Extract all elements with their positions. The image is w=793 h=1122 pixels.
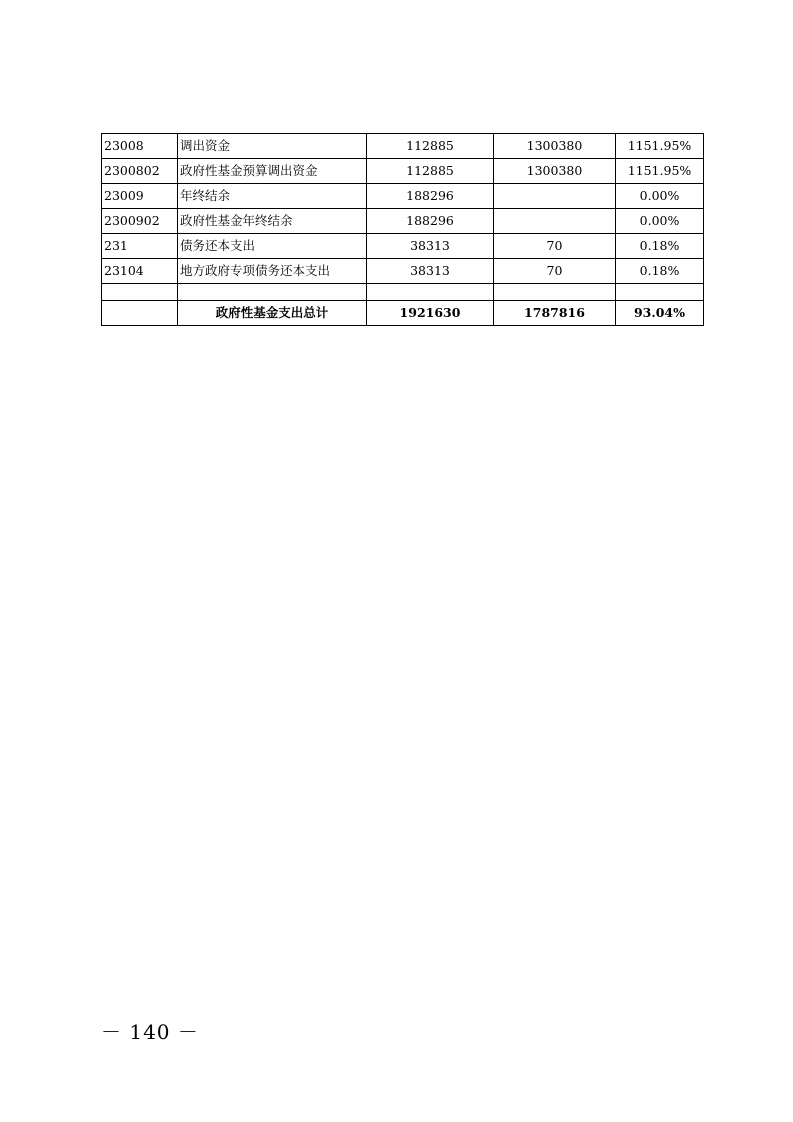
amount-b-cell (494, 209, 616, 234)
total-amount-b-cell: 1787816 (494, 301, 616, 326)
subject-code-cell: 23009 (102, 184, 178, 209)
table-row (102, 134, 704, 159)
subject-name-cell: 地方政府专项债务还本支出 (178, 259, 367, 284)
table-row (102, 159, 704, 184)
subject-name-cell: 政府性基金年终结余 (178, 209, 367, 234)
amount-a-cell: 38313 (367, 259, 494, 284)
subject-code-cell: 2300802 (102, 159, 178, 184)
table-body (102, 134, 704, 326)
percent-cell: 1151.95% (616, 159, 704, 184)
percent-cell: 0.00% (616, 184, 704, 209)
empty-row (102, 284, 704, 301)
empty-cell (178, 284, 367, 301)
subject-name-cell: 债务还本支出 (178, 234, 367, 259)
amount-a-cell: 188296 (367, 184, 494, 209)
amount-b-cell: 1300380 (494, 134, 616, 159)
amount-b-cell: 1300380 (494, 159, 616, 184)
percent-cell: 0.18% (616, 234, 704, 259)
total-amount-a-cell: 1921630 (367, 301, 494, 326)
empty-cell (102, 284, 178, 301)
total-label-cell: 政府性基金支出总计 (178, 301, 367, 326)
subject-name-cell: 政府性基金预算调出资金 (178, 159, 367, 184)
empty-cell (367, 284, 494, 301)
fund-expenditure-table (101, 133, 704, 326)
table-row (102, 259, 704, 284)
total-row (102, 301, 704, 326)
total-percent-cell: 93.04% (616, 301, 704, 326)
subject-code-cell: 23104 (102, 259, 178, 284)
subject-code-cell: 231 (102, 234, 178, 259)
amount-b-cell: 70 (494, 234, 616, 259)
empty-cell (616, 284, 704, 301)
table-row (102, 209, 704, 234)
table-row (102, 234, 704, 259)
page-number: － 140 － (101, 1020, 199, 1044)
subject-code-cell: 2300902 (102, 209, 178, 234)
amount-b-cell (494, 184, 616, 209)
percent-cell: 0.18% (616, 259, 704, 284)
amount-a-cell: 112885 (367, 134, 494, 159)
total-code-cell (102, 301, 178, 326)
amount-a-cell: 188296 (367, 209, 494, 234)
empty-cell (494, 284, 616, 301)
percent-cell: 1151.95% (616, 134, 704, 159)
table-row (102, 184, 704, 209)
amount-a-cell: 112885 (367, 159, 494, 184)
amount-a-cell: 38313 (367, 234, 494, 259)
amount-b-cell: 70 (494, 259, 616, 284)
subject-code-cell: 23008 (102, 134, 178, 159)
subject-name-cell: 年终结余 (178, 184, 367, 209)
percent-cell: 0.00% (616, 209, 704, 234)
subject-name-cell: 调出资金 (178, 134, 367, 159)
